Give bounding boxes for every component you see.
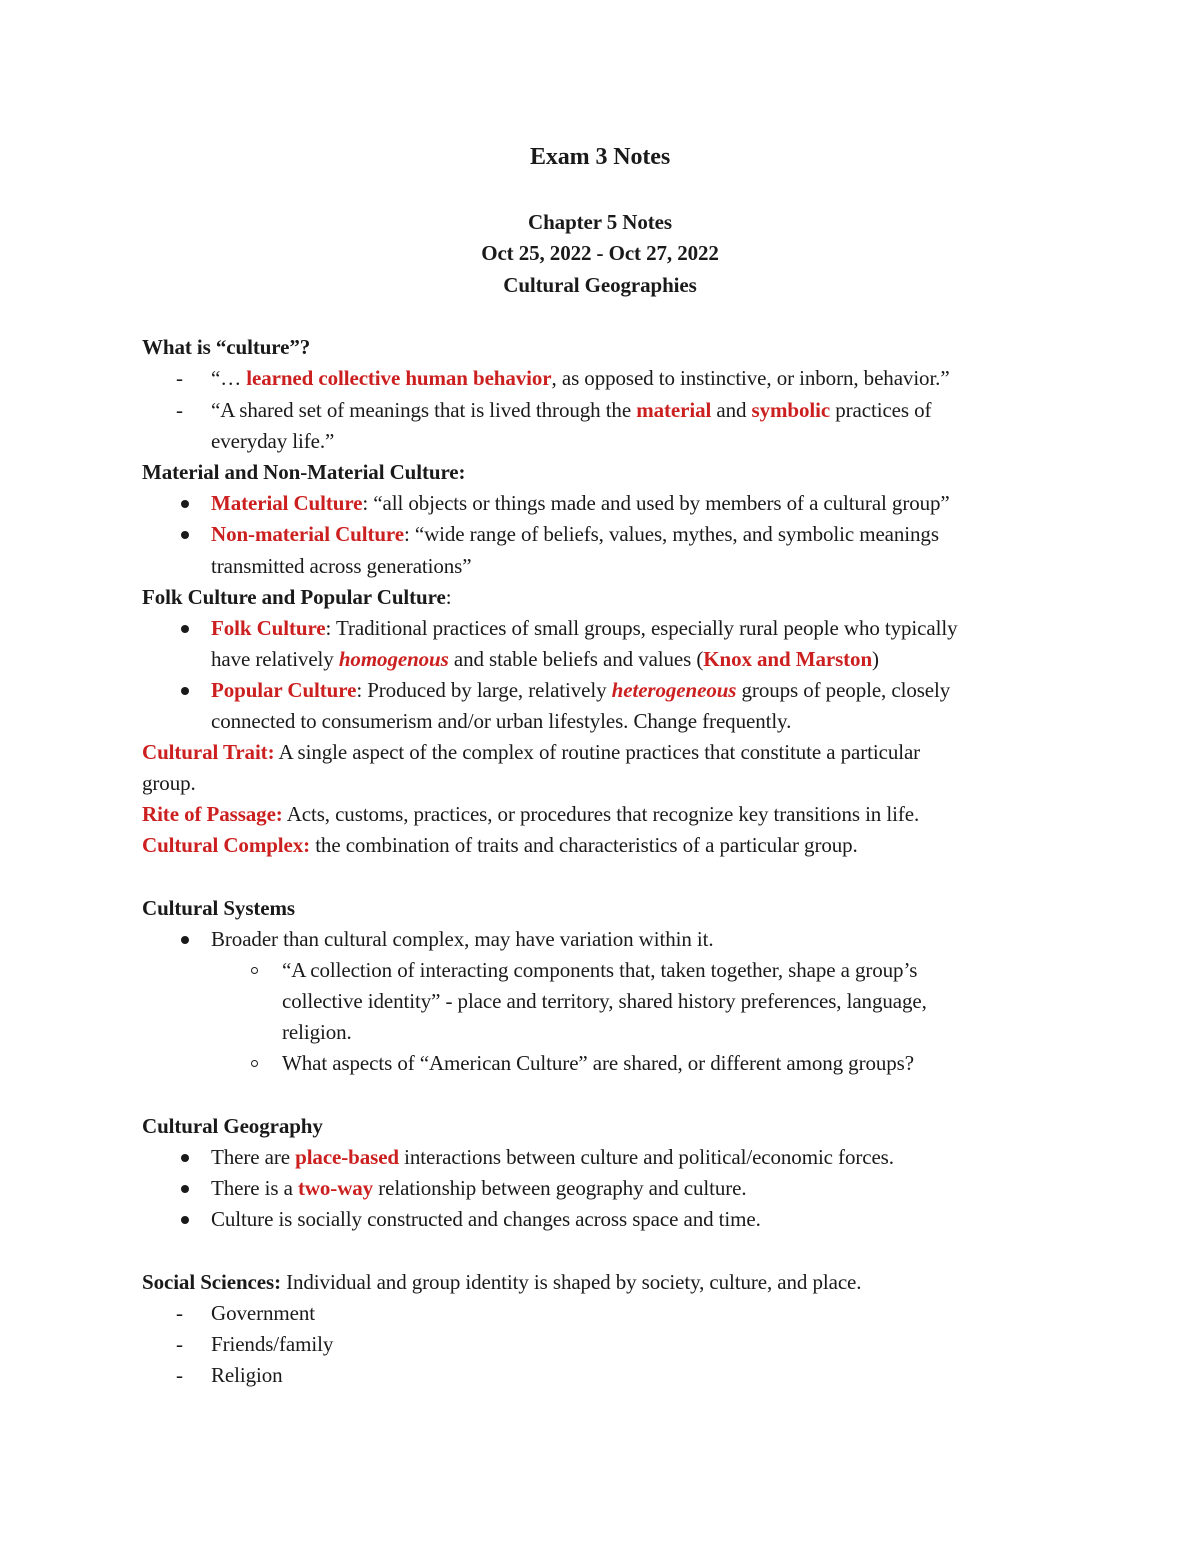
systems-subitem-2: What aspects of “American Culture” are shared, or different among groups?	[282, 1051, 914, 1075]
dash-marker: -	[176, 1301, 183, 1325]
bullet-dot	[181, 1216, 189, 1224]
material-culture-item: Material Culture: “all objects or things made and used by members of a cultural group”	[211, 491, 950, 515]
geography-item-2: There is a two-way relationship between geography and culture.	[211, 1176, 747, 1200]
nonmaterial-culture-cont: transmitted across generations”	[211, 554, 472, 578]
bullet-dot	[181, 687, 189, 695]
folk-culture-cont: have relatively homogenous and stable beliefs and values (Knox and Marston)	[211, 647, 879, 671]
chapter-heading: Chapter 5 Notes	[528, 210, 672, 234]
cultural-trait-cont: group.	[142, 771, 196, 795]
bullet-dot	[181, 1154, 189, 1162]
dash-marker: -	[176, 1332, 183, 1356]
systems-subitem-1-cont: collective identity” - place and territory, shared history preferences, language,	[282, 989, 927, 1013]
popular-culture-item: Popular Culture: Produced by large, relatively heterogeneous groups of people, closely	[211, 678, 951, 702]
systems-item: Broader than cultural complex, may have variation within it.	[211, 927, 714, 951]
dash-marker: -	[176, 1363, 183, 1387]
social-sciences-definition: Social Sciences: Individual and group identity is shaped by society, culture, and place.	[142, 1270, 862, 1294]
bullet-dot	[181, 936, 189, 944]
social-item-friends-family: Friends/family	[211, 1332, 334, 1356]
dash-marker: -	[176, 398, 183, 422]
sub-bullet-circle	[251, 1060, 258, 1067]
sub-bullet-circle	[251, 967, 258, 974]
culture-definition-2-cont: everyday life.”	[211, 429, 335, 453]
culture-definition-2: “A shared set of meanings that is lived through the material and symbolic practices of	[211, 398, 932, 422]
folk-popular-heading: Folk Culture and Popular Culture:	[142, 585, 452, 609]
bullet-dot	[181, 500, 189, 508]
culture-definition-1: “… learned collective human behavior, as opposed to instinctive, or inborn, behavior.”	[211, 366, 950, 390]
bullet-dot	[181, 531, 189, 539]
culture-heading: What is “culture”?	[142, 335, 311, 359]
material-heading: Material and Non-Material Culture:	[142, 460, 466, 484]
cultural-geography-heading: Cultural Geography	[142, 1114, 323, 1138]
bullet-dot	[181, 1185, 189, 1193]
nonmaterial-culture-item: Non-material Culture: “wide range of beliefs, values, mythes, and symbolic meanings	[211, 522, 939, 546]
cultural-systems-heading: Cultural Systems	[142, 896, 295, 920]
systems-subitem-1: “A collection of interacting components that, taken together, shape a group’s	[282, 958, 918, 982]
social-item-government: Government	[211, 1301, 315, 1325]
geography-item-3: Culture is socially constructed and changes across space and time.	[211, 1207, 761, 1231]
dash-marker: -	[176, 366, 183, 390]
date-range: Oct 25, 2022 - Oct 27, 2022	[481, 241, 719, 265]
social-item-religion: Religion	[211, 1363, 283, 1387]
folk-culture-item: Folk Culture: Traditional practices of small groups, especially rural people who typically	[211, 616, 958, 640]
topic-heading: Cultural Geographies	[503, 273, 697, 297]
bullet-dot	[181, 625, 189, 633]
cultural-complex-definition: Cultural Complex: the combination of traits and characteristics of a particular group.	[142, 833, 858, 857]
rite-of-passage-definition: Rite of Passage: Acts, customs, practices, or procedures that recognize key transitions in life.	[142, 802, 920, 826]
geography-item-1: There are place-based interactions between culture and political/economic forces.	[211, 1145, 894, 1169]
systems-subitem-1-cont2: religion.	[282, 1020, 352, 1044]
cultural-trait-definition: Cultural Trait: A single aspect of the complex of routine practices that constitute a particular	[142, 740, 921, 764]
page-title: Exam 3 Notes	[529, 144, 671, 170]
popular-culture-cont: connected to consumerism and/or urban lifestyles. Change frequently.	[211, 709, 792, 733]
